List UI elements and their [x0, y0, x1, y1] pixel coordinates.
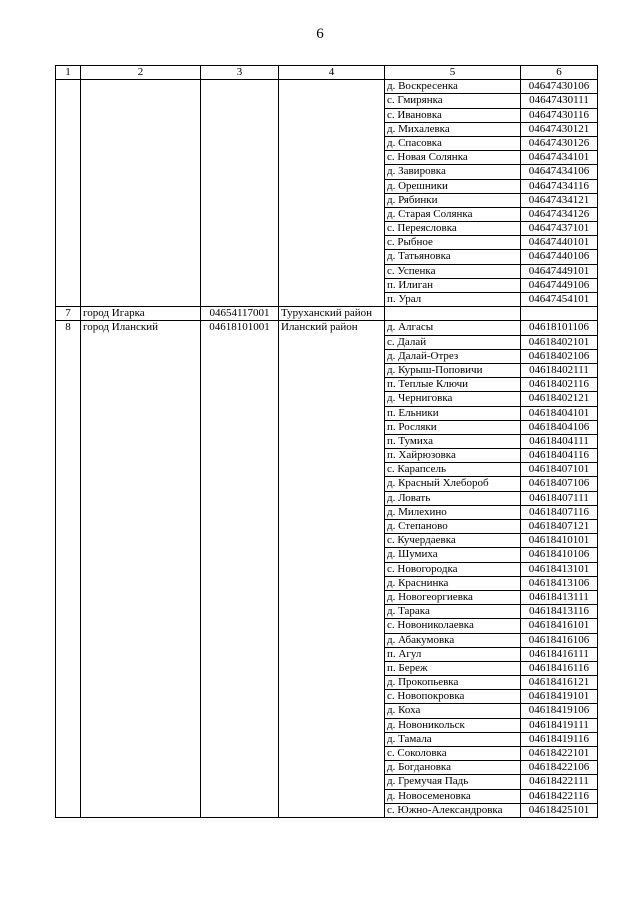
okato-code: 04618416106: [521, 633, 598, 647]
settlement-name: п. Хайрюзовка: [385, 449, 521, 463]
okato-code: 04647440106: [521, 250, 598, 264]
okato-code: 04618419111: [521, 718, 598, 732]
okato-code: 04618407121: [521, 520, 598, 534]
okato-code: 04618425101: [521, 803, 598, 817]
city-name: город Иланский: [81, 321, 201, 818]
settlement-name: с. Далай: [385, 335, 521, 349]
settlement-name: д. Степаново: [385, 520, 521, 534]
settlement-name: с. Переясловка: [385, 222, 521, 236]
settlement-name: п. Агул: [385, 647, 521, 661]
okato-code: 04618101106: [521, 321, 598, 335]
settlement-name: п. Илиган: [385, 278, 521, 292]
settlement-name: с. Новогородка: [385, 562, 521, 576]
row-number: 8: [56, 321, 81, 818]
header-cell: 4: [279, 66, 385, 80]
settlements-table: [55, 65, 598, 818]
okato-code: 04618407101: [521, 463, 598, 477]
settlement-name: д. Далай-Отрез: [385, 349, 521, 363]
okato-code: 04647454101: [521, 293, 598, 307]
settlement-name: д. Милехино: [385, 505, 521, 519]
okato-code: 04647437101: [521, 222, 598, 236]
okato-code: 04618402101: [521, 335, 598, 349]
table-row: [56, 321, 598, 335]
empty-cell: [56, 80, 81, 307]
okato-code: 04618416116: [521, 661, 598, 675]
settlement-name: д. Новогеоргиевка: [385, 590, 521, 604]
settlement-name: п. Ельники: [385, 406, 521, 420]
settlement-name: д. Коха: [385, 704, 521, 718]
okato-code: 04618410101: [521, 534, 598, 548]
settlement-name: с. Ивановка: [385, 108, 521, 122]
settlement-name: д. Тарака: [385, 605, 521, 619]
header-cell: 1: [56, 66, 81, 80]
settlement-name: с. Новониколаевка: [385, 619, 521, 633]
okato-code: 04618419116: [521, 732, 598, 746]
okato-code: 04618422116: [521, 789, 598, 803]
settlement-name: д. Тамала: [385, 732, 521, 746]
header-cell: 6: [521, 66, 598, 80]
city-code: 04618101001: [201, 321, 279, 818]
settlement-name: д. Старая Солянка: [385, 207, 521, 221]
okato-code: 04618404116: [521, 449, 598, 463]
settlement-name: п. Тумиха: [385, 434, 521, 448]
okato-code: 04647449101: [521, 264, 598, 278]
settlement-name: с. Карапсель: [385, 463, 521, 477]
header-cell: 3: [201, 66, 279, 80]
okato-code: 04618413116: [521, 605, 598, 619]
okato-code: 04618416111: [521, 647, 598, 661]
table-row: [56, 80, 598, 94]
settlement-name: д. Рябинки: [385, 193, 521, 207]
settlement-name: д. Красный Хлебороб: [385, 477, 521, 491]
settlement-name: д. Абакумовка: [385, 633, 521, 647]
settlement-name: с. Гмирянка: [385, 94, 521, 108]
header-row: [56, 66, 598, 80]
settlement-name: с. Успенка: [385, 264, 521, 278]
okato-code: 04618404101: [521, 406, 598, 420]
settlement-name: с. Новопокровка: [385, 690, 521, 704]
okato-code: 04618407116: [521, 505, 598, 519]
okato-code: 04647434106: [521, 165, 598, 179]
settlement-name: д. Алгасы: [385, 321, 521, 335]
okato-code: 04618413101: [521, 562, 598, 576]
okato-code: 04618404111: [521, 434, 598, 448]
okato-code: 04618413106: [521, 576, 598, 590]
okato-code: 04618407106: [521, 477, 598, 491]
settlement-name: с. Рыбное: [385, 236, 521, 250]
settlement-name: д. Новосеменовка: [385, 789, 521, 803]
okato-code: 04647430111: [521, 94, 598, 108]
okato-code: 04647434126: [521, 207, 598, 221]
settlement-name: д. Богдановка: [385, 761, 521, 775]
okato-code: 04618402111: [521, 363, 598, 377]
okato-code: 04618402121: [521, 392, 598, 406]
settlement-name: с. Южно-Александровка: [385, 803, 521, 817]
okato-code: 04618422111: [521, 775, 598, 789]
settlement-name: д. Черниговка: [385, 392, 521, 406]
settlement-name: п. Теплые Ключи: [385, 378, 521, 392]
city-code: 04654117001: [201, 307, 279, 321]
okato-code: 04618413111: [521, 590, 598, 604]
okato-code: 04618410106: [521, 548, 598, 562]
okato-code: 04647430106: [521, 80, 598, 94]
okato-code: 04618402106: [521, 349, 598, 363]
settlement-name: д. Новоникольск: [385, 718, 521, 732]
settlement-name: с. Кучердаевка: [385, 534, 521, 548]
okato-code: 04618422106: [521, 761, 598, 775]
empty-cell: [201, 80, 279, 307]
okato-code: 04618416121: [521, 676, 598, 690]
settlement-name: д. Спасовка: [385, 136, 521, 150]
okato-code: 04647449106: [521, 278, 598, 292]
page-number: 6: [316, 26, 324, 42]
okato-code: 04647430116: [521, 108, 598, 122]
okato-code: 04618404106: [521, 420, 598, 434]
settlement-name: д. Гремучая Падь: [385, 775, 521, 789]
settlement-name: д. Завировка: [385, 165, 521, 179]
settlement-name: с. Соколовка: [385, 747, 521, 761]
settlement-name: п. Урал: [385, 293, 521, 307]
district-name: Иланский район: [279, 321, 385, 818]
table-body: [56, 66, 598, 818]
empty-cell: [385, 307, 521, 321]
okato-code: 04618419106: [521, 704, 598, 718]
table-row: [56, 307, 598, 321]
header-cell: 2: [81, 66, 201, 80]
okato-code: 04618407111: [521, 491, 598, 505]
okato-code: 04647430121: [521, 122, 598, 136]
okato-code: 04647434101: [521, 151, 598, 165]
settlement-name: д. Воскресенка: [385, 80, 521, 94]
district-name: Туруханский район: [279, 307, 385, 321]
settlement-name: д. Прокопьевка: [385, 676, 521, 690]
okato-code: 04618422101: [521, 747, 598, 761]
okato-code: 04618416101: [521, 619, 598, 633]
empty-cell: [279, 80, 385, 307]
settlement-name: п. Росляки: [385, 420, 521, 434]
okato-code: 04647440101: [521, 236, 598, 250]
empty-cell: [81, 80, 201, 307]
settlement-name: с. Новая Солянка: [385, 151, 521, 165]
row-number: 7: [56, 307, 81, 321]
settlement-name: п. Береж: [385, 661, 521, 675]
settlement-name: д. Татьяновка: [385, 250, 521, 264]
okato-code: 04618402116: [521, 378, 598, 392]
settlement-name: д. Ловать: [385, 491, 521, 505]
settlement-name: д. Орешники: [385, 179, 521, 193]
empty-cell: [521, 307, 598, 321]
settlement-name: д. Краснинка: [385, 576, 521, 590]
okato-code: 04647434116: [521, 179, 598, 193]
okato-code: 04647434121: [521, 193, 598, 207]
settlement-name: д. Курыш-Поповичи: [385, 363, 521, 377]
city-name: город Игарка: [81, 307, 201, 321]
okato-code: 04647430126: [521, 136, 598, 150]
settlement-name: д. Михалевка: [385, 122, 521, 136]
settlement-name: д. Шумиха: [385, 548, 521, 562]
header-cell: 5: [385, 66, 521, 80]
okato-code: 04618419101: [521, 690, 598, 704]
